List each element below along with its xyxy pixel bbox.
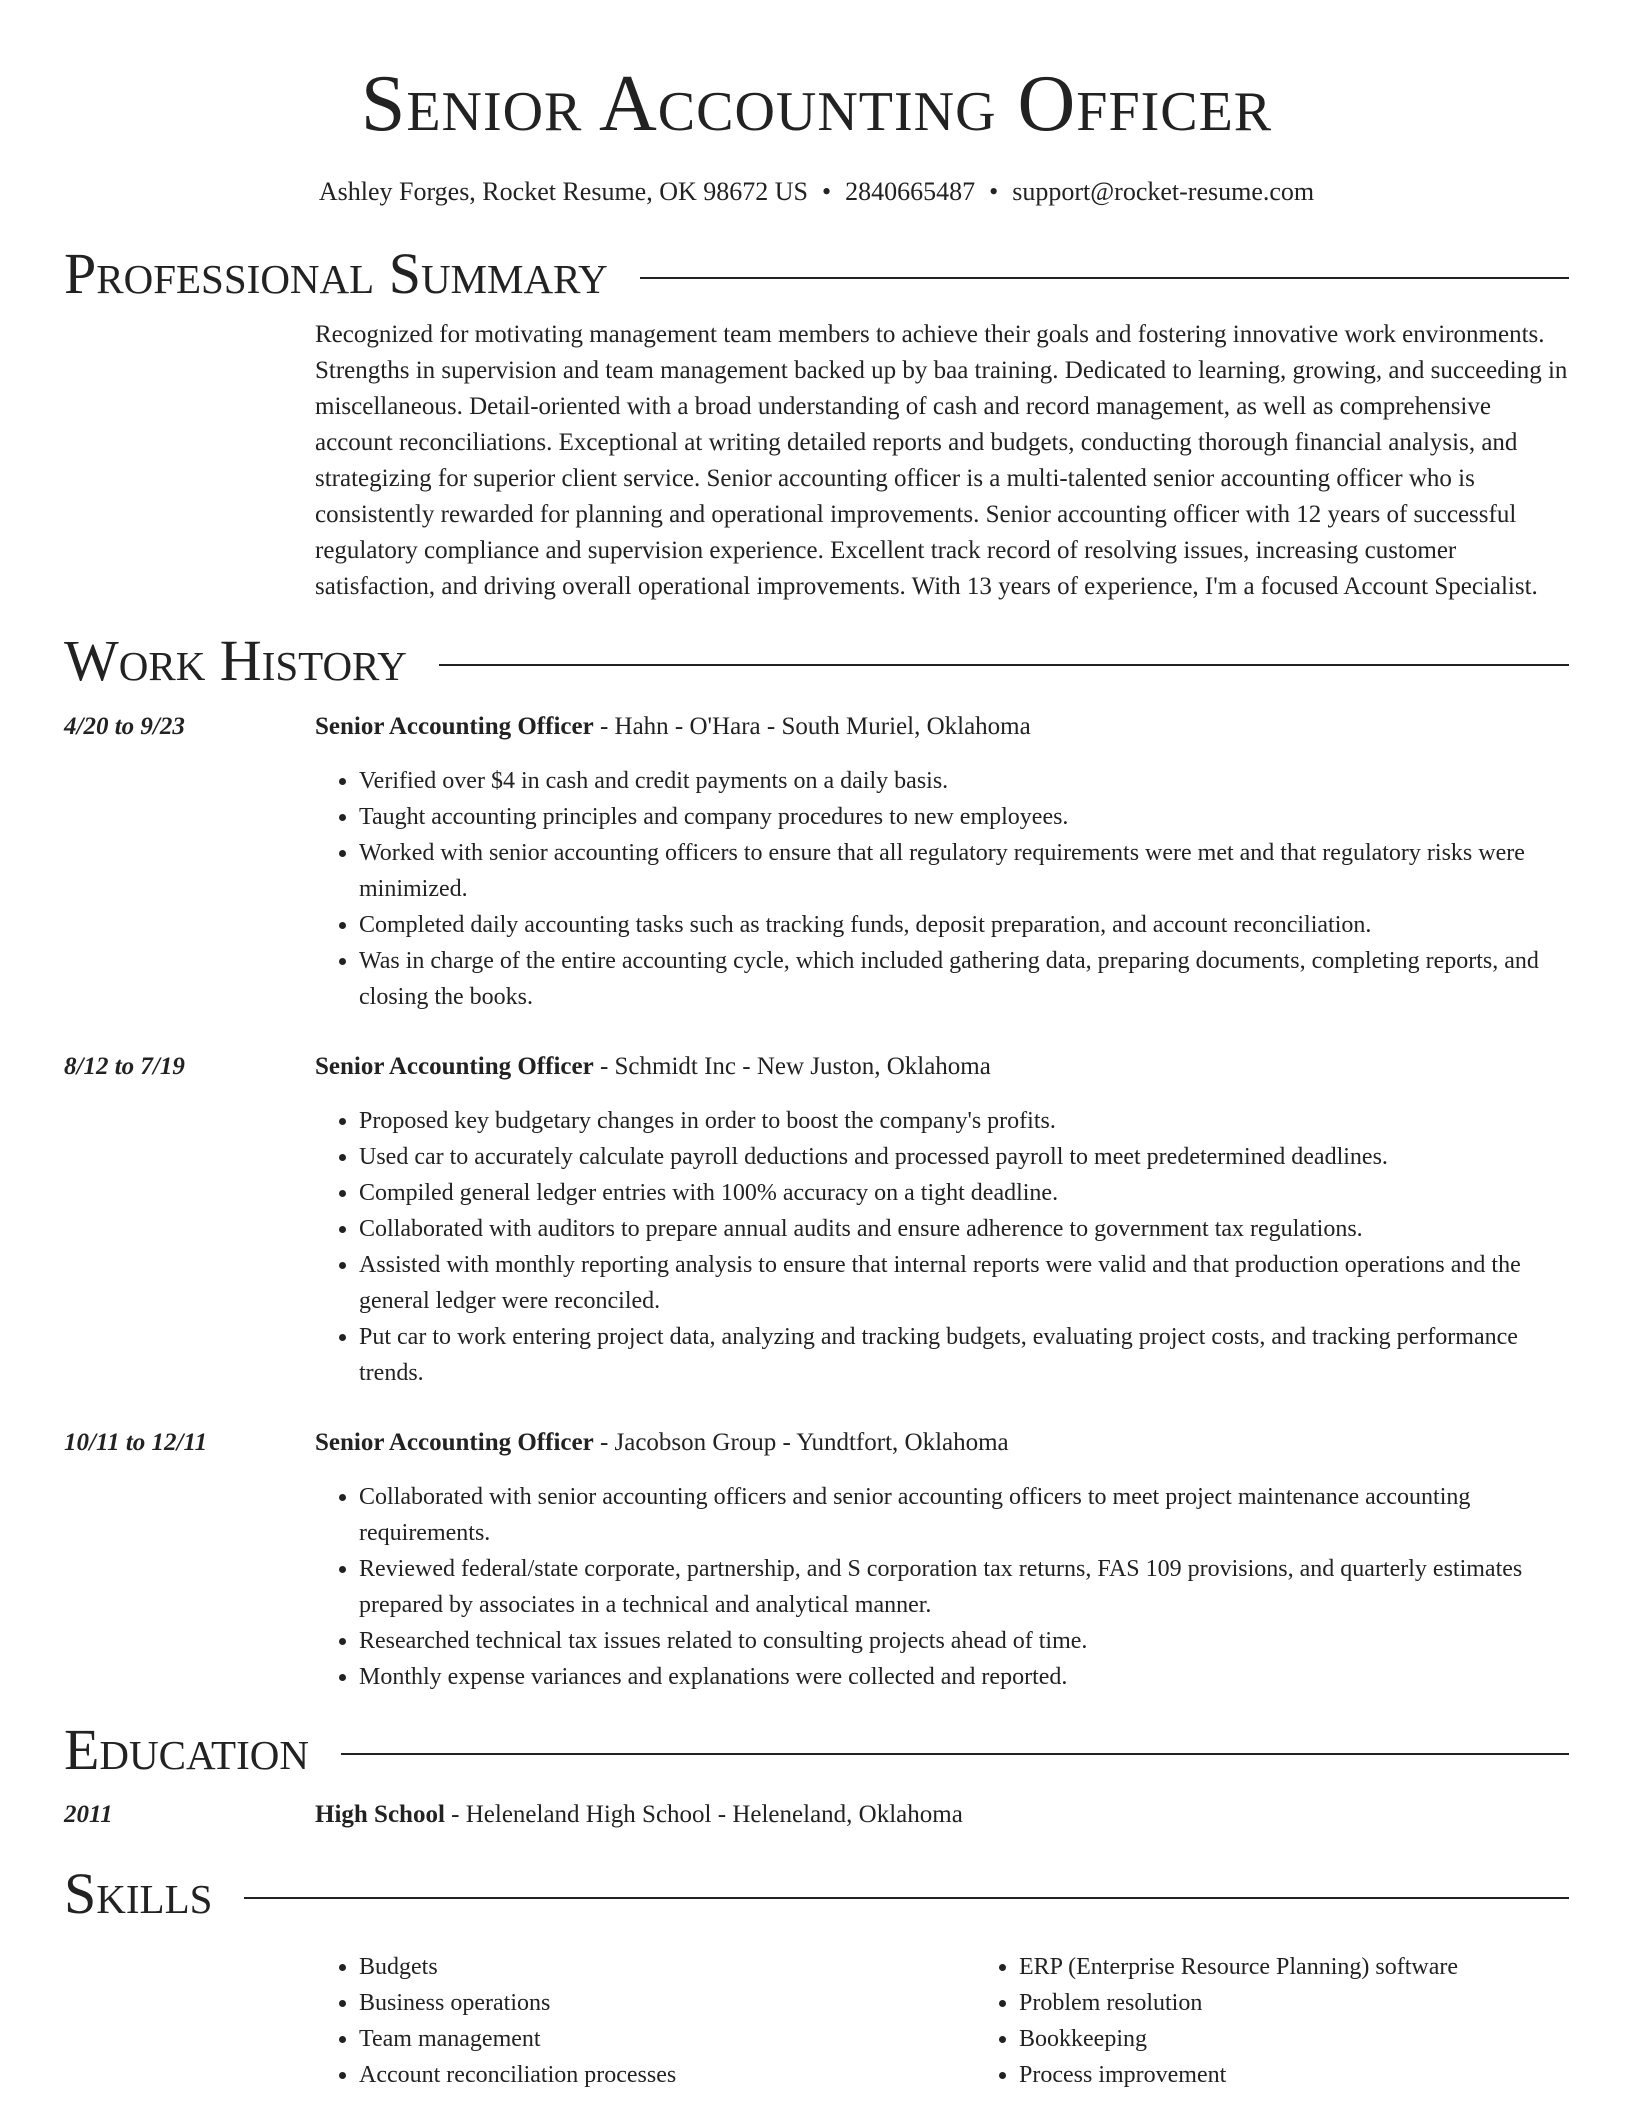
contact-email[interactable]: support@rocket-resume.com bbox=[1012, 177, 1315, 206]
education-heading: Education bbox=[64, 1717, 309, 1782]
skill-item: • Problem resolution bbox=[1019, 1985, 1632, 2021]
list-item: • Verified over $4 in cash and credit payments on a daily basis. bbox=[359, 763, 1569, 799]
summary-text: Recognized for motivating management team members to achieve their goals and fostering innovative work environments. Strengths in supervision and team management backed up by baa training. Dedicated to learning, growing, and succeeding in miscellaneous. Detail-oriented with a broad understanding of cash and record management, as well as comprehensive account reconciliations. Exceptional at writing detailed reports and budgets, conducting thorough financial analysis, and strategizing for superior client service. Senior accounting officer is a multi-talented senior accounting officer who is consistently rewarded for planning and operational improvements. Senior accounting officer with 12 years of successful regulatory compliance and supervision experience. Excellent track record of resolving issues, increasing customer satisfaction, and driving overall operational improvements. With 13 years of experience, I'm a focused Account Specialist. bbox=[315, 321, 1568, 600]
list-item: • Researched technical tax issues related to consulting projects ahead of time. bbox=[359, 1623, 1569, 1659]
section-divider bbox=[341, 1753, 1569, 1755]
work-section-header bbox=[64, 628, 1569, 694]
resume-name: Senior Accounting Officer bbox=[360, 60, 1273, 148]
list-item: • Worked with senior accounting officers to ensure that all regulatory requirements were met and that regulatory risks were minimized. bbox=[359, 835, 1569, 907]
skills-list-right bbox=[975, 1949, 1632, 2093]
education-degree: High School bbox=[315, 1801, 445, 1828]
skills-heading: Skills bbox=[64, 1861, 213, 1926]
job-bullets bbox=[315, 763, 1569, 1015]
list-item: • Compiled general ledger entries with 100% accuracy on a tight deadline. bbox=[359, 1175, 1569, 1211]
contact-phone: 2840665487 bbox=[845, 177, 976, 206]
list-item: • Taught accounting principles and company procedures to new employees. bbox=[359, 799, 1569, 835]
summary-section-header bbox=[64, 241, 1569, 307]
skill-item: • Bookkeeping bbox=[1019, 2021, 1632, 2057]
job-details: - Schmidt Inc - New Juston, Oklahoma bbox=[593, 1053, 991, 1080]
job-bullets bbox=[315, 1479, 1569, 1695]
section-divider bbox=[244, 1897, 1569, 1899]
job-entry bbox=[64, 1051, 1569, 1391]
list-item: • Collaborated with senior accounting officers and senior accounting officers to meet project maintenance accounting requirements. bbox=[359, 1479, 1569, 1551]
job-details: - Jacobson Group - Yundtfort, Oklahoma bbox=[593, 1429, 1009, 1456]
job-entry bbox=[64, 1427, 1569, 1695]
summary-heading: Professional Summary bbox=[64, 241, 608, 306]
skills-list-left bbox=[315, 1949, 975, 2093]
list-item: • Used car to accurately calculate payroll deductions and processed payroll to meet predetermined deadlines. bbox=[359, 1139, 1569, 1175]
skill-item: • Process improvement bbox=[1019, 2057, 1632, 2093]
job-title-line bbox=[315, 1051, 1569, 1083]
resume-page bbox=[64, 0, 1569, 2093]
contact-line bbox=[64, 176, 1569, 208]
list-item: • Monthly expense variances and explanations were collected and reported. bbox=[359, 1659, 1569, 1695]
skill-item: • ERP (Enterprise Resource Planning) software bbox=[1019, 1949, 1632, 1985]
job-entry bbox=[64, 711, 1569, 1015]
job-title-line bbox=[315, 1427, 1569, 1459]
education-entry bbox=[64, 1799, 1569, 1831]
skills-section-header bbox=[64, 1861, 1569, 1927]
job-bullets bbox=[315, 1103, 1569, 1391]
skill-item: • Account reconciliation processes bbox=[359, 2057, 975, 2093]
skill-item: • Budgets bbox=[359, 1949, 975, 1985]
job-dates: 10/11 to 12/11 bbox=[64, 1429, 208, 1456]
education-year: 2011 bbox=[64, 1801, 113, 1828]
education-section-header bbox=[64, 1717, 1569, 1783]
contact-address: Ashley Forges, Rocket Resume, OK 98672 US bbox=[318, 177, 809, 206]
section-divider bbox=[640, 277, 1569, 279]
job-details: - Hahn - O'Hara - South Muriel, Oklahoma bbox=[593, 713, 1031, 740]
job-title: Senior Accounting Officer bbox=[315, 1429, 594, 1456]
list-item: • Assisted with monthly reporting analysis to ensure that internal reports were valid and that production operations and the general ledger were reconciled. bbox=[359, 1247, 1569, 1319]
job-title: Senior Accounting Officer bbox=[315, 713, 594, 740]
list-item: • Put car to work entering project data, analyzing and tracking budgets, evaluating project costs, and tracking performance trends. bbox=[359, 1319, 1569, 1391]
skills-columns bbox=[315, 1949, 1632, 2093]
job-title: Senior Accounting Officer bbox=[315, 1053, 594, 1080]
education-details: - Heleneland High School - Heleneland, Oklahoma bbox=[444, 1801, 963, 1828]
contact-separator: • bbox=[822, 177, 832, 206]
work-heading: Work History bbox=[64, 628, 407, 693]
section-divider bbox=[439, 664, 1569, 666]
contact-separator: • bbox=[989, 177, 999, 206]
job-dates: 4/20 to 9/23 bbox=[64, 713, 185, 740]
skill-item: • Team management bbox=[359, 2021, 975, 2057]
list-item: • Collaborated with auditors to prepare annual audits and ensure adherence to government tax regulations. bbox=[359, 1211, 1569, 1247]
summary-row bbox=[64, 317, 1569, 605]
list-item: • Completed daily accounting tasks such as tracking funds, deposit preparation, and account reconciliation. bbox=[359, 907, 1569, 943]
list-item: • Proposed key budgetary changes in order to boost the company's profits. bbox=[359, 1103, 1569, 1139]
skills-row bbox=[64, 1949, 1569, 2093]
list-item: • Was in charge of the entire accounting cycle, which included gathering data, preparing documents, completing reports, and closing the books. bbox=[359, 943, 1569, 1015]
list-item: • Reviewed federal/state corporate, partnership, and S corporation tax returns, FAS 109 provisions, and quarterly estimates prepared by associates in a technical and analytical manner. bbox=[359, 1551, 1569, 1623]
skill-item: • Business operations bbox=[359, 1985, 975, 2021]
education-line bbox=[315, 1799, 1569, 1831]
job-title-line bbox=[315, 711, 1569, 743]
job-dates: 8/12 to 7/19 bbox=[64, 1053, 185, 1080]
